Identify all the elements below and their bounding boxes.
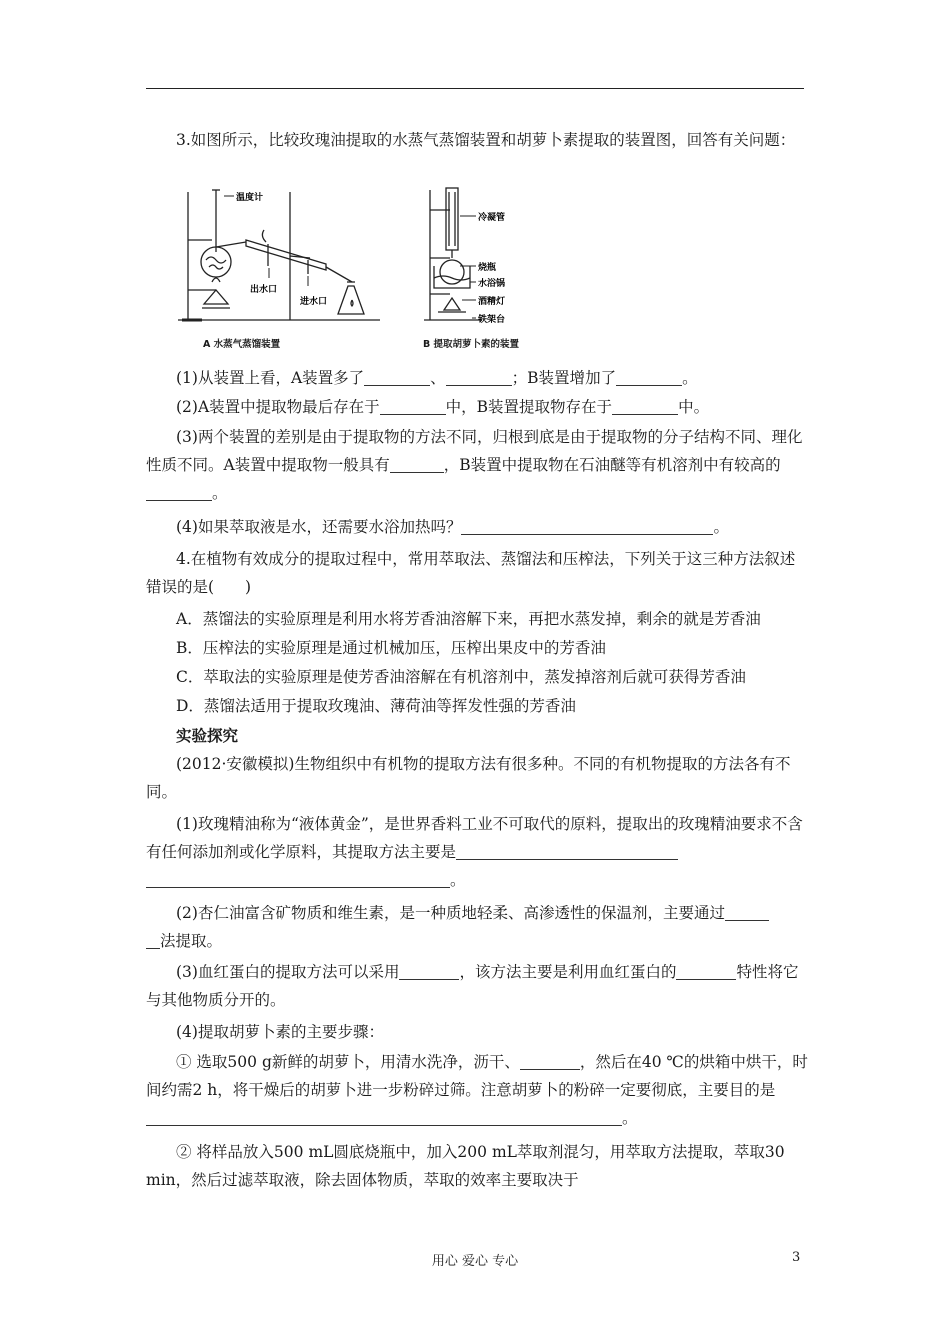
- alcohol-lamp-label: 酒精灯: [478, 297, 506, 307]
- figure-b-caption: B 提取胡萝卜素的装置: [423, 339, 520, 350]
- experiment-p2: (2)杏仁油富含矿物质和维生素，是一种质地轻柔、高渗透性的保温剂，主要通过 法提取。: [146, 899, 810, 955]
- q4-option-b: B．压榨法的实验原理是通过机械加压，压榨出果皮中的芳香油: [176, 639, 606, 657]
- q3-sub3: (3)两个装置的差别是由于提取物的方法不同，归根到底是由于提取物的分子结构不同、理化性质不同。A装置中提取物一般具有 ，B装置中提取物在石油醚等有机溶剂中有较高的。: [146, 428, 803, 502]
- page-number: 3: [792, 1250, 801, 1265]
- iron-stand-label: 铁架台: [478, 315, 506, 325]
- steam-distillation-figure: [176, 182, 386, 332]
- q4-option-a: A．蒸馏法的实验原理是利用水将芳香油溶解下来，再把水蒸发掉，剩余的就是芳香油: [176, 610, 761, 628]
- q4-option-d: D．蒸馏法适用于提取玫瑰油、薄荷油等挥发性强的芳香油: [176, 697, 576, 715]
- experiment-heading: 实验探究: [176, 726, 239, 745]
- water-inlet-label: 进水口: [300, 297, 328, 307]
- footer-slogan: 用心 爱心 专心: [431, 1254, 519, 1269]
- q3-sub1: (1)从装置上看，A装置多了 、 ；B装置增加了 。: [176, 369, 698, 387]
- thermometer-label: 温度计: [236, 193, 264, 203]
- q3-sub2: (2)A装置中提取物最后存在于 中，B装置提取物存在于 中。: [176, 398, 710, 416]
- carotene-extraction-figure: [420, 182, 540, 332]
- q3-sub4: (4)如果萃取液是水，还需要水浴加热吗？ 。: [176, 518, 729, 536]
- q4-stem: 4.在植物有效成分的提取过程中，常用萃取法、蒸馏法和压榨法，下列关于这三种方法叙述错误的是( ): [146, 550, 796, 596]
- experiment-p1: (1)玫瑰精油称为“液体黄金”，是世界香料工业不可取代的原料，提取出的玫瑰精油要求不含有任何添加剂或化学原料，其提取方法主要是 。: [146, 815, 803, 889]
- header-rule: [146, 88, 804, 89]
- water-outlet-label: 出水口: [250, 285, 278, 295]
- experiment-step2: ② 将样品放入500 mL圆底烧瓶中，加入200 mL萃取剂混匀，用萃取方法提取，萃取30 min，然后过滤萃取液，除去固体物质，萃取的效率主要取决于: [146, 1143, 785, 1189]
- figure-a-caption: A 水蒸气蒸馏装置: [203, 339, 281, 350]
- condenser-label: 冷凝管: [478, 213, 506, 223]
- experiment-step1: ① 选取500 g新鲜的胡萝卜，用清水洗净，沥干、 ，然后在40 ℃的烘箱中烘干，时间约需2 h，将干燥后的胡萝卜进一步粉碎过筛。注意胡萝卜的粉碎一定要彻底，主要目的是。: [146, 1053, 808, 1127]
- experiment-p3: (3)血红蛋白的提取方法可以采用 ，该方法主要是利用血红蛋白的 特性将它与其他物质分开的。: [146, 963, 799, 1009]
- water-bath-label: 水浴锅: [478, 279, 506, 289]
- experiment-p4: (4)提取胡萝卜素的主要步骤：: [176, 1023, 384, 1041]
- experiment-intro: (2012·安徽模拟)生物组织中有机物的提取方法有很多种。不同的有机物提取的方法各有不同。: [146, 755, 791, 801]
- flask-label: 烧瓶: [478, 263, 497, 273]
- q4-option-c: C．萃取法的实验原理是使芳香油溶解在有机溶剂中，蒸发掉溶剂后就可获得芳香油: [176, 668, 746, 686]
- q3-stem: 3.如图所示，比较玫瑰油提取的水蒸气蒸馏装置和胡萝卜素提取的装置图，回答有关问题：: [176, 131, 796, 149]
